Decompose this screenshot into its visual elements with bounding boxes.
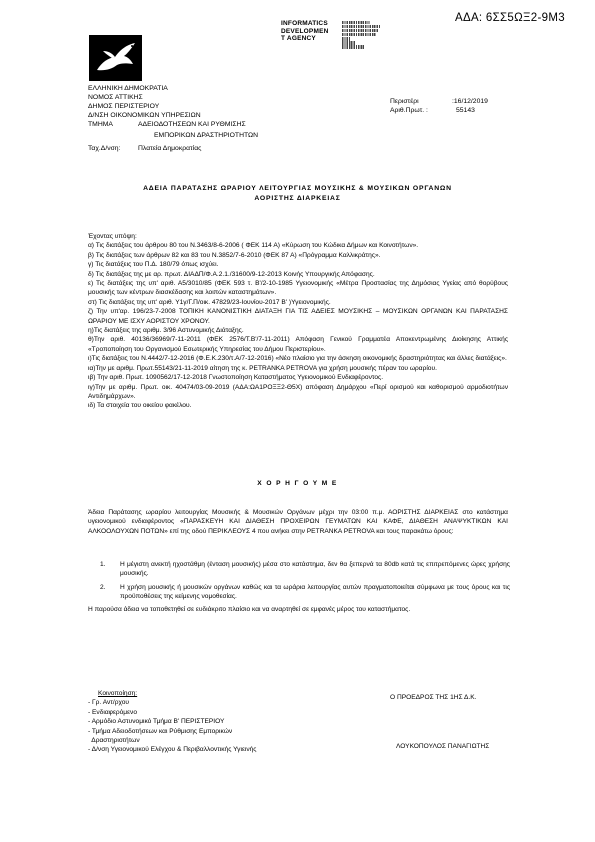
dove-emblem-icon: [88, 34, 143, 82]
header-line-4: Δ/ΝΣΗ ΟΙΚΟΝΟΜΙΚΩΝ ΥΠΗΡΕΣΙΩΝ: [88, 112, 201, 119]
consideration-z: ζ) Την υπ'αρ. 196/23-7-2008 ΤΟΠΙΚΗ ΚΑΝΟΝΙΣΤΙΚΗ ΔΙΑΤΑΞΗ ΓΙΑ ΤΙΣ ΑΔΕΙΕΣ ΜΟΥΣΙΚΗΣ – ΜΟΥΣΙΚΩΝ ΟΡΓΑΝΩΝ ΚΑΙ ΠΑΡΑΤΑΣΗΣ ΩΡΑΡΙΟΥ ΜΕ ΙΣΧΥ ΑΟΡΙΣΤΟΥ ΧΡΟΝΟΥ.: [88, 308, 508, 325]
consideration-id: ιδ) Τα στοιχεία του οικείου φακέλου.: [88, 402, 192, 410]
considerations-section: [88, 232, 508, 411]
informatics-agency-logo: [281, 20, 346, 50]
consideration-ia: ια)Την με αριθμ. Πρωτ.55143/21-11-2019 αίτηση της κ. PETRANKA PETROVA για χρήση μουσικής πέραν του ωραρίου.: [88, 364, 437, 372]
distribution-heading: Κοινοποίηση:: [98, 690, 138, 697]
address-label: Ταχ.Δ/νση:: [88, 145, 121, 152]
signatory-title: Ο ΠΡΟΕΔΡΟΣ ΤΗΣ 1ΗΣ Δ.Κ.: [390, 694, 477, 701]
condition-number: 1.: [100, 561, 106, 568]
posting-paragraph: Η παρούσα άδεια να τοποθετηθεί σε ευδιάκριτο πλαίσιο και να αναρτηθεί σε εμφανές μέρος του καταστήματος.: [88, 606, 411, 613]
permit-paragraph: Άδεια Παράτασης ωραρίου λειτουργίας Μουσικής & Μουσικών Οργάνων μέχρι την 03:00 π.μ. ΑΟΡΙΣΤΗΣ ΔΙΑΡΚΕΙΑΣ στο κατάστημα υγειονομικού ενδιαφέροντος «ΠΑΡΑΣΚΕΥΗ ΚΑΙ ΔΙΑΘΕΣΗ ΠΡΟΧΕΙΡΩΝ ΓΕΥΜΑΤΩΝ ΚΑΙ ΚΑΦΕ, ΔΙΑΘΕΣΗ ΑΝΑΨΥΚΤΙΚΩΝ ΚΑΙ ΑΛΚΟΟΛΟΥΧΩΝ ΠΟΤΩΝ» επί της οδού ΠΕΡΙΚΛΕΟΥΣ 4 που ανήκει στην PETRANKA PETROVA και τους παρακάτω όρους:: [88, 509, 508, 535]
condition-item: [100, 560, 510, 579]
place-label: Περιστέρι: [390, 98, 419, 105]
condition-number: 2.: [100, 583, 106, 591]
address-value: Πλατεία Δημοκρατίας: [138, 145, 202, 152]
header-line-2: ΝΟΜΟΣ ΑΤΤΙΚΗΣ: [88, 94, 143, 101]
distribution-item: - Ενδιαφερόμενο: [88, 708, 138, 716]
condition-text: Η μέγιστη ανεκτή ηχοστάθμη (ένταση μουσικής) μέσα στο κατάστημα, δεν θα ξεπερνά τα 80db κατά τις επιτρεπόμενες ώρες χρήσης μουσικής.: [120, 561, 510, 578]
consideration-b: β) Τις διατάξεις των άρθρων 82 και 83 του Ν.3852/7-6-2010 (ΦΕΚ 87 Α) «Πρόγραμμα Καλλικράτης».: [88, 251, 381, 259]
distribution-list: [88, 698, 288, 754]
consideration-d: δ) Τις διατάξεις της με αρ. πρωτ. ΔΙΑΔΠ/Φ.Α.2.1./31600/9-12-2013 Κοινής Υπουργικής Απόφασης.: [88, 270, 375, 278]
consideration-ig: ιγ)Την με αριθμ. Πρωτ. οικ. 40474/03-09-2019 (ΑΔΑ:ΩΑ1ΡΟΞΞ2-Θ5Χ) απόφαση Δημάρχου «Περί ορισμού και καθορισμού αρμοδιοτήτων Αντιδημάρχων».: [88, 383, 508, 400]
logo-line-3: T AGENCY: [281, 35, 316, 42]
distribution-item: - Αρμόδιο Αστυνομικό Τμήμα Β' ΠΕΡΙΣΤΕΡΙΟΥ: [88, 718, 225, 726]
protocol-number: 55143: [456, 107, 475, 114]
consideration-h: η)Τις διατάξεις της αριθμ. 3/96 Αστυνομικής Διάταξης.: [88, 327, 244, 335]
document-title: [0, 184, 595, 204]
granted-heading: Χ Ο Ρ Η Γ Ο Υ Μ Ε: [257, 480, 338, 487]
distribution-item: - Τμήμα Αδειοδοτήσεων και Ρύθμισης Εμπορικών: [88, 727, 233, 735]
authority-header: [88, 84, 201, 120]
consideration-a: α) Τις διατάξεις του άρθρου 80 του Ν.3463/8-6-2006 ( ΦΕΚ 114 Α) «Κύρωση του Κώδικα Δήμων και Κοινοτήτων».: [88, 242, 419, 250]
condition-text: Η χρήση μουσικής ή μουσικών οργάνων καθώς και τα ωράρια λειτουργίας αυτών πραγματοποιείται σύμφωνα με τους όρους και τις προϋποθέσεις της κείμενης νομοθεσίας.: [120, 583, 510, 601]
consideration-ib: ιβ) Την αριθ. Πρωτ. 1090562/17-12-2018 Γνωστοποίηση Καταστήματος Υγειονομικού Ενδιαφέροντος.: [88, 374, 384, 382]
distribution-item: - Γρ. Αντ/ρχου: [88, 699, 130, 707]
considering-heading: Έχοντας υπόψη:: [88, 233, 137, 240]
title-line-1: ΑΔΕΙΑ ΠΑΡΑΤΑΣΗΣ ΩΡΑΡΙΟΥ ΛΕΙΤΟΥΡΓΙΑΣ ΜΟΥΣΙΚΗΣ & ΜΟΥΣΙΚΩΝ ΟΡΓΑΝΩΝ: [143, 185, 452, 192]
title-line-2: ΑΟΡΙΣΤΗΣ ΔΙΑΡΚΕΙΑΣ: [254, 195, 341, 202]
consideration-st: στ) Τις διατάξεις της υπ' αριθ. Υ1γ/Γ.Π/οικ. 47829/23-Ιουνίου-2017 Β' )Υγειονομικής.: [88, 298, 331, 306]
consideration-i: ι)Τις διατάξεις του Ν.4442/7-12-2016 (Φ.Ε.Κ.230/τ.Α/7-12-2016) «Νέο πλαίσιο για την άσκηση οικονομικής δραστηριότητας και άλλες διατάξεις».: [88, 355, 507, 363]
consideration-c: γ) Τις διατάξεις του Π.Δ. 180/79 όπως ισχύει.: [88, 261, 219, 269]
conditions-list: [100, 560, 510, 606]
distribution-section: [88, 689, 288, 755]
logo-line-2: DEVELOPMEN: [281, 27, 329, 35]
protocol-label: Αριθ.Πρωτ. :: [390, 107, 428, 114]
date-value: :16/12/2019: [452, 98, 488, 105]
header-line-1: ΕΛΛΗΝΙΚΗ ΔΗΜΟΚΡΑΤΙΑ: [88, 85, 168, 92]
dept-value-line-1: ΑΔΕΙΟΔΟΤΗΣΕΩΝ ΚΑΙ ΡΥΘΜΙΣΗΣ: [138, 121, 246, 128]
signatory-name: ΛΟΥΚΟΠΟΥΛΟΣ ΠΑΝΑΓΙΩΤΗΣ: [396, 743, 490, 750]
header-line-3: ΔΗΜΟΣ ΠΕΡΙΣΤΕΡΙΟΥ: [88, 103, 160, 110]
dept-label: ΤΜΗΜΑ: [88, 121, 113, 128]
consideration-e: ε) Τις διατάξεις της υπ' αριθ. Α5/3010/85 (ΦΕΚ 593 τ. Β'/2-10-1985 Υγειονομικής «Μέτρα Προστασίας της Δημόσιας Υγείας από θορύβους μουσικής των κέντρων διασκέδασης και λοιπών καταστημάτων».: [88, 280, 508, 297]
condition-item: [100, 583, 510, 602]
distribution-item: Δραστηριοτήτων: [88, 737, 140, 745]
consideration-th: θ)Την αριθ. 40136/36969/7-11-2011 (ΦΕΚ 2576/Τ.Β'/7-11-2011) Απόφαση Γενικού Γραμματέα Αποκεντρωμένης Διοίκησης Αττικής «Τροποποίηση του Οργανισμού Εσωτερικής Υπηρεσίας του Δήμου Περιστερίου».: [88, 336, 508, 353]
dept-value-line-2: ΕΜΠΟΡΙΚΩΝ ΔΡΑΣΤΗΡΙΟΤΗΤΩΝ: [154, 132, 259, 139]
logo-small-print: [342, 21, 380, 50]
distribution-item: - Δ/νση Υγειονομικού Ελέγχου & Περιβαλλοντικής Υγιεινής: [88, 746, 257, 754]
logo-line-1: INFORMATICS: [281, 20, 328, 27]
ada-code: ΑΔΑ: 6ΣΣ5ΩΞ2-9Μ3: [455, 12, 565, 24]
